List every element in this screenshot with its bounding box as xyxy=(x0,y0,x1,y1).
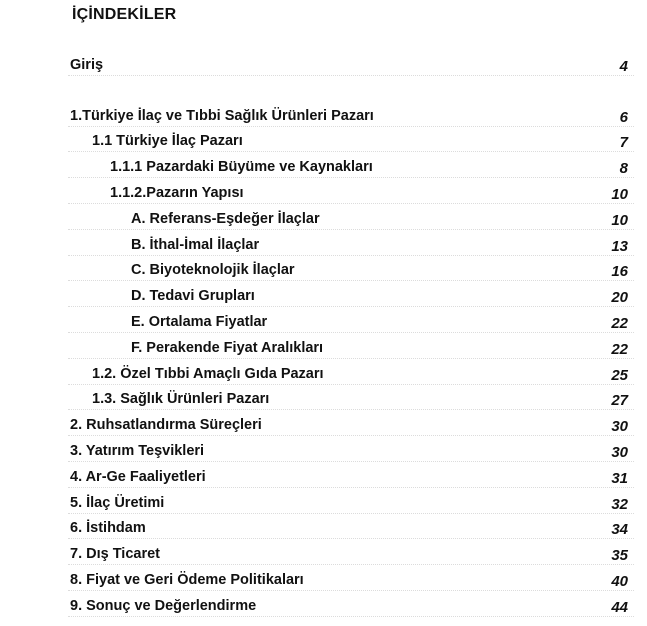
toc-entry-page-number: 31 xyxy=(611,469,628,487)
toc-entry-label: 1.2. Özel Tıbbi Amaçlı Gıda Pazarı xyxy=(92,365,324,382)
toc-entry[interactable] xyxy=(68,127,634,153)
toc-title: İÇİNDEKİLER xyxy=(72,6,177,23)
toc-entry[interactable] xyxy=(68,539,634,565)
toc-entry[interactable] xyxy=(68,101,634,127)
toc-entry-label: 1.1.2.Pazarın Yapısı xyxy=(110,184,244,201)
toc-entry[interactable] xyxy=(68,565,634,591)
toc-entry-page-number: 25 xyxy=(611,366,628,384)
toc-entry-page-number: 16 xyxy=(611,263,628,281)
toc-entry-page-number: 6 xyxy=(619,108,628,126)
toc-entry-page-number: 35 xyxy=(611,547,628,565)
toc-entry-label: A. Referans-Eşdeğer İlaçlar xyxy=(131,210,320,227)
toc-entry[interactable] xyxy=(68,256,634,282)
toc-entry-page-number: 13 xyxy=(611,237,628,255)
toc-entry-page-number: 44 xyxy=(611,598,628,616)
toc-entry-page-number: 7 xyxy=(619,134,628,152)
toc-entry-label: 1.1.1 Pazardaki Büyüme ve Kaynakları xyxy=(110,159,373,176)
toc-entry-label: 5. İlaç Üretimi xyxy=(70,494,165,511)
toc-entry-page-number: 22 xyxy=(611,314,628,332)
toc-entry[interactable] xyxy=(68,385,634,411)
toc-entry[interactable] xyxy=(68,50,634,76)
toc-entry-label: C. Biyoteknolojik İlaçlar xyxy=(131,262,295,279)
toc-entry-label: 4. Ar-Ge Faaliyetleri xyxy=(70,468,206,485)
toc-entry[interactable] xyxy=(68,204,634,230)
toc-entry[interactable] xyxy=(68,436,634,462)
toc-entry-page-number: 40 xyxy=(611,572,628,590)
toc-entry-page-number: 22 xyxy=(611,340,628,358)
toc-entry-label: Giriş xyxy=(70,56,104,73)
toc-entry-label: 7. Dış Ticaret xyxy=(70,546,161,563)
toc-entry-label: 1.Türkiye İlaç ve Tıbbi Sağlık Ürünleri Pazarı xyxy=(70,107,374,124)
toc-entry-page-number: 20 xyxy=(611,289,628,307)
toc-entry-page-number: 10 xyxy=(611,211,628,229)
toc-entry-label: 1.3. Sağlık Ürünleri Pazarı xyxy=(92,391,270,408)
toc-entry-page-number: 32 xyxy=(611,495,628,513)
toc-entry[interactable] xyxy=(68,333,634,359)
toc-entry-label: 6. İstihdam xyxy=(70,520,146,537)
toc-entry-page-number: 27 xyxy=(611,392,628,410)
toc-entry[interactable] xyxy=(68,410,634,436)
toc-entry[interactable] xyxy=(68,514,634,540)
toc-entry[interactable] xyxy=(68,462,634,488)
toc-entry-label: B. İthal-İmal İlaçlar xyxy=(131,236,260,253)
toc-entry[interactable] xyxy=(68,178,634,204)
table-of-contents xyxy=(68,50,634,617)
toc-entry-page-number: 30 xyxy=(611,418,628,436)
toc-entry-label: D. Tedavi Grupları xyxy=(131,288,255,305)
toc-entry[interactable] xyxy=(68,307,634,333)
toc-entry[interactable] xyxy=(68,359,634,385)
toc-section-gap xyxy=(68,76,634,101)
toc-entry-label: F. Perakende Fiyat Aralıkları xyxy=(131,339,324,356)
toc-entry[interactable] xyxy=(68,152,634,178)
toc-entry-label: 1.1 Türkiye İlaç Pazarı xyxy=(92,133,243,150)
toc-entry-label: 8. Fiyat ve Geri Ödeme Politikaları xyxy=(70,571,304,588)
toc-entry-page-number: 4 xyxy=(619,57,628,75)
toc-entry[interactable] xyxy=(68,488,634,514)
toc-entry-page-number: 30 xyxy=(611,443,628,461)
toc-entry-label: 3. Yatırım Teşvikleri xyxy=(70,442,205,459)
toc-entry-label: 9. Sonuç ve Değerlendirme xyxy=(70,597,257,614)
toc-entry[interactable] xyxy=(68,591,634,617)
toc-entry-page-number: 34 xyxy=(611,521,628,539)
toc-entry-label: 2. Ruhsatlandırma Süreçleri xyxy=(70,417,262,434)
toc-entry-label: E. Ortalama Fiyatlar xyxy=(131,313,268,330)
toc-entry[interactable] xyxy=(68,281,634,307)
toc-entry[interactable] xyxy=(68,230,634,256)
toc-entry-page-number: 10 xyxy=(611,185,628,203)
toc-entry-page-number: 8 xyxy=(619,160,628,178)
